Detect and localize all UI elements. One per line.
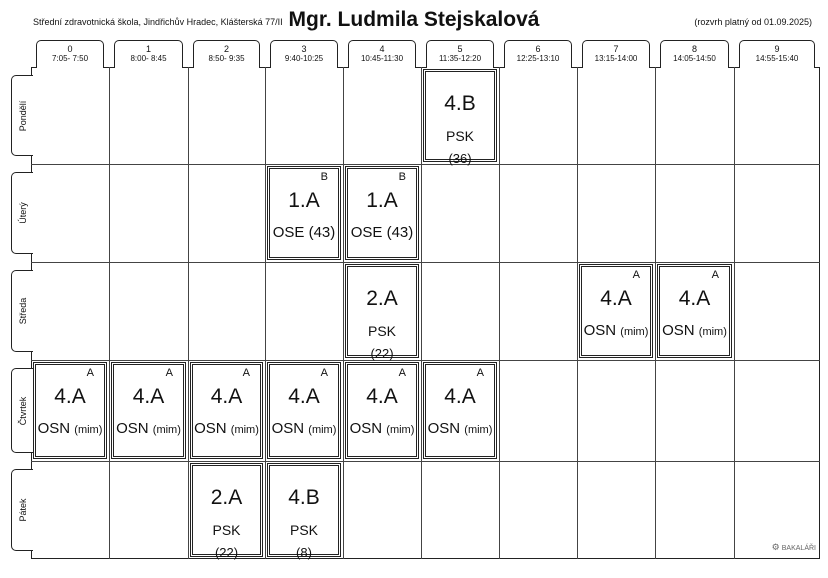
period-number: 7 xyxy=(613,44,619,54)
lesson-room: (mim) xyxy=(386,424,415,436)
lesson-subject: OSN xyxy=(116,420,149,437)
lesson-room: (22) xyxy=(370,346,394,361)
lesson-subject: OSN xyxy=(583,322,617,339)
grid-vline xyxy=(734,67,735,559)
period-time: 14:05-14:50 xyxy=(673,54,716,63)
day-label xyxy=(11,469,33,551)
lesson-cell[interactable] xyxy=(347,168,417,258)
period-number: 3 xyxy=(301,44,307,54)
period-time: 8:00- 8:45 xyxy=(130,54,167,63)
period-number: 5 xyxy=(457,44,463,54)
day-name: Středa xyxy=(17,297,28,325)
lesson-group: A xyxy=(242,367,250,379)
grid-hline xyxy=(31,360,820,361)
grid-vline xyxy=(655,67,656,559)
lesson-group: A xyxy=(165,367,173,379)
logo-text: BAKALÁŘI xyxy=(781,545,816,552)
lesson-cell[interactable] xyxy=(581,266,651,356)
lesson-cell[interactable] xyxy=(192,364,261,457)
bakalari-logo xyxy=(772,542,816,553)
lesson-cell[interactable] xyxy=(425,364,495,457)
lesson-class: 1.A xyxy=(288,189,320,212)
lesson-room: (mim) xyxy=(230,424,259,436)
lesson-group: A xyxy=(711,269,719,281)
lesson-subject: OSN xyxy=(662,322,695,339)
grid-vline xyxy=(188,67,189,559)
period-header xyxy=(426,40,494,68)
lesson-class: 4.A xyxy=(132,385,165,408)
lesson-room: (22) xyxy=(214,545,239,560)
lesson-subject: PSK xyxy=(212,522,241,538)
lesson-subject: OSN xyxy=(271,420,305,437)
lesson-subject-line xyxy=(270,224,338,241)
lesson-cell[interactable] xyxy=(347,266,417,361)
lesson-room: (mim) xyxy=(698,326,727,338)
grid-vline xyxy=(109,67,110,559)
lesson-class: 4.A xyxy=(210,385,243,408)
lesson-subject-line xyxy=(348,224,416,241)
lesson-subject-line xyxy=(660,322,729,339)
lesson-room: (43) xyxy=(386,224,414,241)
period-number: 2 xyxy=(223,44,229,54)
lesson-subject-line xyxy=(193,420,260,437)
lesson-cell[interactable] xyxy=(659,266,730,356)
lesson-group: A xyxy=(86,367,94,379)
lesson-subject: OSE xyxy=(272,224,305,241)
lesson-subject-line xyxy=(426,420,494,437)
grid-vline xyxy=(577,67,578,559)
grid-vline xyxy=(499,67,500,559)
lesson-cell[interactable] xyxy=(192,465,261,560)
lesson-subject: PSK xyxy=(445,128,474,144)
period-header xyxy=(348,40,416,68)
period-number: 9 xyxy=(774,44,780,54)
day-name: Úterý xyxy=(17,202,28,224)
lesson-group: A xyxy=(320,367,328,379)
lesson-subject: PSK xyxy=(367,323,396,339)
gear-icon: ⚙ xyxy=(771,542,780,552)
lesson-subject: OSN xyxy=(349,420,383,437)
day-label xyxy=(11,270,33,352)
period-header xyxy=(36,40,104,68)
lesson-cell[interactable] xyxy=(269,465,339,560)
lesson-cell[interactable] xyxy=(425,71,495,166)
valid-from-note: (rozvrh platný od 01.09.2025) xyxy=(694,17,812,27)
day-label xyxy=(11,172,33,254)
grid-vline xyxy=(421,67,422,559)
lesson-class: 4.A xyxy=(54,385,86,408)
lesson-cell[interactable] xyxy=(269,364,339,457)
lesson-cell[interactable] xyxy=(113,364,184,457)
period-time: 7:05- 7:50 xyxy=(51,54,89,63)
period-time: 10:45-11:30 xyxy=(360,54,404,63)
lesson-group: A xyxy=(476,367,484,379)
lesson-class: 1.A xyxy=(366,189,398,212)
lesson-class: 4.A xyxy=(288,385,320,408)
grid-vline xyxy=(265,67,266,559)
lesson-subject: OSN xyxy=(427,420,461,437)
day-name: Pátek xyxy=(17,498,28,522)
lesson-class: 2.A xyxy=(210,486,243,509)
lesson-room: (mim) xyxy=(152,424,181,436)
lesson-group: A xyxy=(632,269,640,281)
lesson-room: (mim) xyxy=(74,424,103,436)
school-name: Střední zdravotnická škola, Jindřichův Hradec, Klášterská 77/II xyxy=(33,17,283,27)
lesson-class: 4.B xyxy=(288,486,320,509)
lesson-subject-line xyxy=(582,322,650,339)
lesson-room: (43) xyxy=(308,224,336,241)
lesson-subject: OSN xyxy=(194,420,227,437)
period-header xyxy=(582,40,650,68)
period-header xyxy=(114,40,183,68)
lesson-subject-line xyxy=(114,420,183,437)
period-header xyxy=(660,40,729,68)
lesson-cell[interactable] xyxy=(269,168,339,258)
lesson-room: (mim) xyxy=(464,424,493,436)
grid-hline xyxy=(31,262,820,263)
lesson-room: (mim) xyxy=(620,326,649,338)
lesson-class: 4.A xyxy=(366,385,398,408)
lesson-class: 4.B xyxy=(444,92,476,115)
period-header xyxy=(504,40,572,68)
lesson-class: 2.A xyxy=(366,287,398,310)
lesson-cell[interactable] xyxy=(35,364,105,457)
period-time: 13:15-14:00 xyxy=(594,54,638,63)
lesson-subject-line xyxy=(36,420,104,437)
period-number: 8 xyxy=(691,44,697,54)
lesson-room: (8) xyxy=(296,545,312,560)
lesson-group: A xyxy=(398,367,406,379)
lesson-group: B xyxy=(320,171,328,183)
lesson-group: B xyxy=(398,171,406,183)
period-header xyxy=(193,40,260,68)
period-time: 9:40-10:25 xyxy=(284,54,324,63)
lesson-subject-line xyxy=(270,420,338,437)
page-title: Mgr. Ludmila Stejskalová xyxy=(288,8,540,31)
period-header xyxy=(739,40,815,68)
day-name: Čtvrtek xyxy=(17,396,28,425)
lesson-class: 4.A xyxy=(678,287,711,310)
period-number: 0 xyxy=(67,44,73,54)
lesson-room: (36) xyxy=(448,151,472,166)
grid-hline xyxy=(31,461,820,462)
lesson-subject: OSE xyxy=(350,224,383,241)
lesson-room: (mim) xyxy=(308,424,337,436)
lesson-subject: OSN xyxy=(37,420,71,437)
grid-vline xyxy=(343,67,344,559)
lesson-class: 4.A xyxy=(444,385,476,408)
period-time: 12:25-13:10 xyxy=(516,54,560,63)
lesson-subject: PSK xyxy=(289,522,318,538)
period-number: 6 xyxy=(535,44,541,54)
lesson-cell[interactable] xyxy=(347,364,417,457)
period-time: 14:55-15:40 xyxy=(755,54,799,63)
period-time: 11:35-12:20 xyxy=(438,54,482,63)
day-label xyxy=(11,368,33,453)
period-number: 4 xyxy=(379,44,385,54)
day-label xyxy=(11,75,33,156)
period-time: 8:50- 9:35 xyxy=(208,54,245,63)
period-number: 1 xyxy=(145,44,151,54)
lesson-class: 4.A xyxy=(600,287,632,310)
lesson-subject-line xyxy=(348,420,416,437)
period-header xyxy=(270,40,338,68)
day-name: Pondělí xyxy=(17,100,28,131)
